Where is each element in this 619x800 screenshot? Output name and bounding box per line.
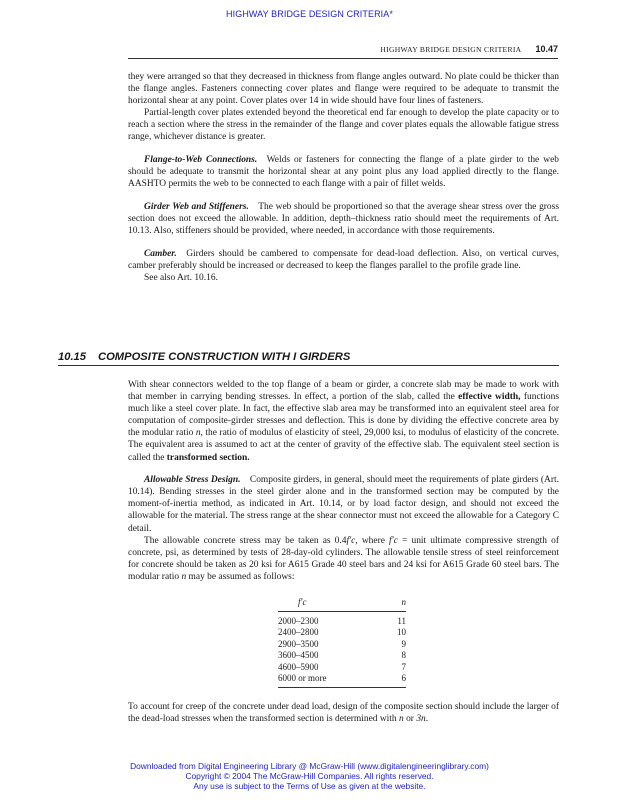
paragraph-allowable-stress xyxy=(128,474,559,534)
top-banner: HIGHWAY BRIDGE DESIGN CRITERIA* xyxy=(226,9,393,19)
term-transformed-section: transformed section. xyxy=(166,452,250,463)
table-cell-fc: 4600–5900 xyxy=(278,661,319,672)
footer-copyright: Copyright © 2004 The McGraw-Hill Companies. All rights reserved. xyxy=(185,771,434,781)
page-number: 10.47 xyxy=(535,44,558,54)
body-section-composite xyxy=(128,379,559,583)
paragraph-partial-length: Partial-length cover plates extended beyond the theoretical end far enough to develop the plate capacity or to reach a section where the stress in the remainder of the flange and cover plates equals the allowable fatigue stress range, whichever distance is greater. xyxy=(128,108,559,143)
table-header-n: n xyxy=(386,597,406,612)
table-row xyxy=(278,650,406,661)
table-cell-n: 6 xyxy=(386,673,406,688)
table-row xyxy=(278,612,406,628)
table-cell-fc: 2000–2300 xyxy=(278,616,319,626)
paragraph-flange-to-web xyxy=(128,154,559,190)
paragraph-girder-web xyxy=(128,201,559,237)
paragraph-cover-plates: they were arranged so that they decreased in thickness from flange angles outward. No plate could be thicker than the flange angles. Fasteners connecting cover plates and flange were required to be adequate to transmit the horizontal shear at any point. Cover plates over 14 in wide should have four lines of fasteners. xyxy=(128,72,559,107)
runin-heading-flange-to-web: Flange-to-Web Connections. xyxy=(144,155,258,166)
table-row xyxy=(278,639,406,650)
symbol-fc-1: f′c xyxy=(346,535,356,546)
symbol-fc-2: f′c xyxy=(389,535,398,546)
header-rule xyxy=(128,58,558,59)
closing-text: To account for creep of the concrete under dead load, design of the composite section should include the larger of the dead-load stresses when the transformed section is determined with xyxy=(128,702,559,725)
allowable-p2d: may be assumed as follows: xyxy=(188,571,295,582)
body-section-cover-plates xyxy=(128,71,559,284)
section-title: COMPOSITE CONSTRUCTION WITH I GIRDERS xyxy=(98,351,351,363)
body-section-creep xyxy=(128,701,559,725)
symbol-n-2: n xyxy=(181,571,187,582)
modular-ratio-table xyxy=(278,597,406,688)
flange-to-web-text: Welds or fasteners for connecting the flange of a plate girder to the web should be adequate to transmit the horizontal shear at any point plus any load applied directly to the flange. AASHTO permits the web to be connected to each flange with a pair of fillet welds. xyxy=(128,155,559,190)
table-cell-fc: 6000 or more xyxy=(278,673,386,688)
symbol-3n: 3n xyxy=(416,714,426,725)
composite-text-1: With shear connectors welded to the top flange of a beam or girder, a concrete slab may be made to work with that member in carrying bending stresses. In effect, a portion of the slab, called the xyxy=(128,380,559,403)
section-number: 10.15 xyxy=(58,351,86,363)
section-heading xyxy=(58,351,559,366)
table-row xyxy=(278,662,406,673)
allowable-p2a: The allowable concrete stress may be taken as 0.4 xyxy=(144,535,347,546)
allowable-p2c: = unit ultimate compressive strength of concrete, psi, as determined by tests of 28-day-old cylinders. The allowable tensile stress of steel reinforcement for concrete should be taken as 20 ksi for A615 Grade 40 steel bars and 24 ksi for A615 Grade 60 steel bars. The modular ratio xyxy=(128,535,560,582)
table-header-fc: f′c xyxy=(278,597,386,612)
table-cell-fc: 3600–4500 xyxy=(278,650,319,661)
runin-heading-girder-web: Girder Web and Stiffeners. xyxy=(144,201,249,212)
running-head xyxy=(128,44,558,54)
composite-text-3: , the ratio of modulus of elasticity of steel, 29,000 ksi, to modulus of elasticity of the concrete. The equivalent area is assumed to act at the center of gravity of the effective slab. The equivalent steel section is called the xyxy=(128,428,559,463)
paragraph-camber xyxy=(128,248,559,272)
paragraph-creep xyxy=(128,701,559,725)
table-cell-n: 11 xyxy=(397,616,406,626)
table-row xyxy=(278,627,406,638)
footer xyxy=(0,761,619,791)
table-cell-n: 7 xyxy=(401,661,406,672)
paragraph-composite-intro xyxy=(128,379,559,464)
allowable-p2b: , where xyxy=(355,535,385,546)
girder-web-text: The web should be proportioned so that the average shear stress over the gross section does not exceed the allowable. In addition, depth–thickness ratio should meet the requirements of Art. 10.13. Also, stiffeners should be provided, where needed, in accordance with those requirements. xyxy=(128,201,559,237)
footer-terms[interactable]: Any use is subject to the Terms of Use as given at the website. xyxy=(193,781,426,791)
paragraph-concrete-stress xyxy=(128,535,559,583)
footer-download-link[interactable]: Downloaded from Digital Engineering Library @ McGraw-Hill (www.digitalengineeringlibrary.com) xyxy=(130,761,489,771)
table-cell-fc: 2900–3500 xyxy=(278,638,319,649)
see-also: See also Art. 10.16. xyxy=(144,272,218,283)
table-header-row xyxy=(278,597,406,612)
runin-heading-allowable-stress: Allowable Stress Design. xyxy=(144,475,241,486)
table-cell-n: 9 xyxy=(401,638,406,649)
term-effective-width: effective width, xyxy=(458,392,521,403)
allowable-text: Composite girders, in general, should meet the requirements of plate girders (Art. 10.14). Bending stresses in the steel girder alone and in the transformed section may be computed by the moment-of-inertia method, as indicated in Art. 10.14, or by load factor design, and should not exceed the allowable for the material. The stress range at the shear connector must not exceed the allowable for a Category C detail. xyxy=(128,475,559,534)
camber-text: Girders should be cambered to compensate for dead-load deflection. Also, on vertical curves, camber preferably should be increased or decreased to keep the flanges parallel to the profile grade line. xyxy=(128,248,559,271)
symbol-n-3: n xyxy=(399,714,404,725)
runin-heading-camber: Camber. xyxy=(144,248,177,259)
symbol-n: n xyxy=(195,428,201,439)
closing-end: . xyxy=(425,714,429,725)
table-cell-fc: 2400–2800 xyxy=(278,627,319,638)
table-cell-n: 10 xyxy=(397,627,406,638)
closing-or: or xyxy=(406,714,414,725)
table-cell-n: 8 xyxy=(401,650,406,661)
running-head-title: HIGHWAY BRIDGE DESIGN CRITERIA xyxy=(380,45,522,54)
composite-text-2: functions much like a steel cover plate. In fact, the effective slab area may be transformed into an equivalent steel area for computation of composite-girder stresses and deflection. This is done by dividing the effective concrete area by the modular ratio xyxy=(128,392,560,439)
table-row xyxy=(278,673,406,688)
